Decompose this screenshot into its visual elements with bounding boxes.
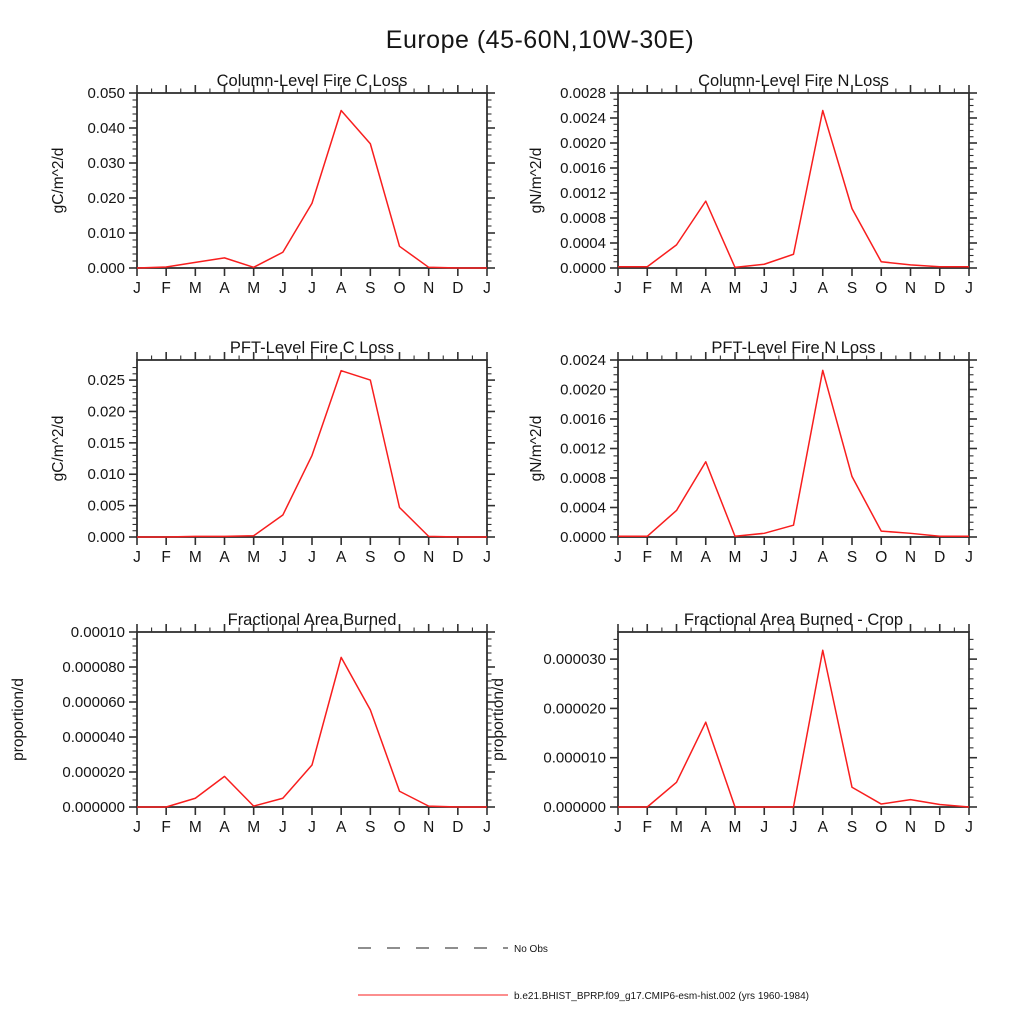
panel-title: Column-Level Fire N Loss	[698, 72, 889, 90]
y-tick-label: 0.020	[87, 403, 125, 421]
y-tick-label: 0.000020	[62, 764, 125, 781]
y-tick-label: 0.000060	[62, 694, 125, 711]
x-tick-label: N	[423, 549, 435, 566]
y-tick-label: 0.0012	[560, 440, 606, 458]
x-tick-label: M	[670, 819, 683, 836]
y-tick-label: 0.000000	[543, 799, 606, 816]
x-tick-label: J	[133, 280, 141, 297]
x-tick-label: M	[188, 280, 202, 297]
x-tick-label: J	[614, 819, 622, 836]
y-tick-label: 0.0008	[560, 210, 606, 227]
y-tick-label: 0.00010	[70, 624, 125, 641]
x-tick-label: J	[133, 549, 141, 566]
x-tick-label: J	[278, 280, 287, 297]
series-line	[618, 650, 969, 807]
x-tick-label: M	[728, 819, 742, 836]
y-tick-label: 0.0020	[560, 135, 606, 152]
x-tick-label: S	[365, 549, 376, 566]
y-axis-label: gN/m^2/d	[528, 415, 545, 482]
y-tick-label: 0.000	[87, 260, 125, 277]
y-tick-label: 0.000080	[62, 659, 125, 676]
y-tick-label: 0.000010	[543, 749, 606, 767]
x-tick-label: J	[760, 819, 769, 836]
y-tick-label: 0.030	[87, 155, 125, 172]
y-axis-label: gC/m^2/d	[50, 147, 67, 214]
y-axis-label: gN/m^2/d	[528, 147, 545, 214]
x-tick-label: J	[308, 280, 316, 297]
x-tick-label: S	[846, 280, 858, 297]
x-tick-label: S	[846, 819, 858, 836]
x-tick-label: O	[875, 280, 888, 297]
x-tick-label: A	[219, 549, 230, 566]
x-tick-label: J	[483, 549, 491, 566]
x-tick-label: A	[817, 280, 828, 297]
y-axis-label: gC/m^2/d	[50, 415, 67, 482]
x-tick-label: A	[219, 280, 230, 297]
y-tick-label: 0.0020	[560, 381, 606, 399]
x-tick-label: O	[875, 819, 888, 836]
x-tick-label: A	[335, 819, 347, 836]
x-tick-label: F	[161, 819, 171, 836]
panel-title: Column-Level Fire C Loss	[216, 72, 408, 90]
x-tick-label: A	[219, 819, 230, 836]
x-tick-label: O	[393, 280, 406, 297]
legend-no-obs-label: No Obs	[514, 944, 548, 955]
y-tick-label: 0.000000	[62, 799, 125, 816]
x-tick-label: J	[308, 549, 316, 566]
y-tick-label: 0.0024	[560, 352, 606, 369]
panel-title: Fractional Area Burned	[227, 611, 397, 629]
plot-frame	[137, 632, 487, 807]
y-tick-label: 0.015	[87, 434, 125, 452]
x-tick-label: J	[789, 280, 798, 297]
x-tick-label: M	[670, 549, 683, 566]
panel-5	[10, 611, 495, 836]
panel-3	[50, 339, 495, 566]
x-tick-label: D	[452, 819, 464, 836]
x-tick-label: N	[904, 819, 917, 836]
y-tick-label: 0.0016	[560, 411, 606, 428]
x-tick-label: A	[700, 819, 711, 836]
figure-title: Europe (45-60N,10W-30E)	[385, 26, 695, 54]
plot-frame	[618, 360, 969, 537]
x-tick-label: S	[365, 819, 376, 836]
legend-series-label: b.e21.BHIST_BPRP.f09_g17.CMIP6-esm-hist.002 (yrs 1960-1984)	[514, 991, 809, 1002]
y-tick-label: 0.010	[87, 225, 125, 242]
x-tick-label: J	[308, 819, 316, 836]
x-tick-label: J	[789, 549, 798, 566]
y-tick-label: 0.0016	[560, 160, 606, 177]
x-tick-label: J	[278, 549, 287, 566]
x-tick-label: F	[642, 280, 652, 297]
x-tick-label: F	[161, 280, 171, 297]
series-line	[137, 657, 487, 807]
x-tick-label: J	[483, 280, 491, 297]
x-tick-label: A	[700, 549, 711, 566]
y-axis-label: proportion/d	[490, 678, 507, 761]
x-tick-label: N	[423, 819, 435, 836]
y-tick-label: 0.000020	[543, 700, 606, 718]
y-axis-label: proportion/d	[10, 678, 27, 761]
plot-frame	[618, 93, 969, 268]
x-tick-label: O	[875, 549, 888, 566]
y-tick-label: 0.0012	[560, 185, 606, 202]
x-tick-label: D	[934, 549, 946, 566]
y-tick-label: 0.005	[87, 497, 125, 515]
x-tick-label: M	[247, 819, 261, 836]
x-tick-label: A	[700, 280, 711, 297]
x-tick-label: M	[728, 280, 742, 297]
x-tick-label: J	[965, 819, 973, 836]
x-tick-label: A	[335, 549, 347, 566]
x-tick-label: D	[452, 280, 464, 297]
y-tick-label: 0.0000	[560, 260, 606, 277]
y-tick-label: 0.000040	[62, 729, 125, 746]
x-tick-label: J	[965, 549, 973, 566]
panel-1	[50, 72, 495, 297]
x-tick-label: J	[789, 819, 798, 836]
y-tick-label: 0.020	[87, 190, 125, 207]
x-tick-label: J	[614, 549, 622, 566]
y-tick-label: 0.040	[87, 120, 125, 137]
series-line	[618, 370, 969, 536]
plot-frame	[137, 360, 487, 537]
x-tick-label: D	[934, 280, 946, 297]
panel-4	[528, 339, 977, 566]
plot-frame	[137, 93, 487, 268]
y-tick-label: 0.000030	[543, 651, 606, 669]
plot-frame	[618, 632, 969, 807]
legend	[358, 944, 809, 1002]
x-tick-label: S	[846, 549, 858, 566]
x-tick-label: F	[642, 819, 652, 836]
x-tick-label: M	[188, 549, 202, 566]
x-tick-label: F	[161, 549, 171, 566]
x-tick-label: M	[247, 549, 261, 566]
x-tick-label: S	[365, 280, 376, 297]
series-line	[618, 111, 969, 268]
panel-2	[528, 72, 977, 297]
y-tick-label: 0.0028	[560, 85, 606, 102]
y-tick-label: 0.025	[87, 372, 125, 390]
panel-title: Fractional Area Burned - Crop	[683, 611, 904, 629]
x-tick-label: A	[335, 280, 347, 297]
x-tick-label: D	[934, 819, 946, 836]
x-tick-label: M	[247, 280, 261, 297]
panel-6	[490, 611, 977, 836]
x-tick-label: J	[614, 280, 622, 297]
y-tick-label: 0.0008	[560, 470, 606, 487]
x-tick-label: A	[817, 819, 828, 836]
x-tick-label: O	[393, 819, 406, 836]
x-tick-label: J	[965, 280, 973, 297]
x-tick-label: F	[642, 549, 652, 566]
x-tick-label: N	[904, 549, 917, 566]
y-tick-label: 0.0004	[560, 499, 606, 517]
x-tick-label: O	[393, 549, 406, 566]
x-tick-label: N	[904, 280, 917, 297]
x-tick-label: J	[483, 819, 491, 836]
x-tick-label: J	[760, 280, 769, 297]
panel-title: PFT-Level Fire N Loss	[711, 339, 876, 357]
x-tick-label: A	[817, 549, 828, 566]
y-tick-label: 0.050	[87, 85, 125, 102]
series-line	[137, 111, 487, 269]
x-tick-label: D	[452, 549, 464, 566]
x-tick-label: M	[728, 549, 742, 566]
y-tick-label: 0.0000	[560, 529, 606, 546]
x-tick-label: J	[278, 819, 287, 836]
panel-title: PFT-Level Fire C Loss	[229, 339, 395, 357]
series-line	[137, 371, 487, 537]
y-tick-label: 0.0024	[560, 110, 606, 127]
x-tick-label: M	[670, 280, 683, 297]
x-tick-label: N	[423, 280, 435, 297]
x-tick-label: J	[760, 549, 769, 566]
x-tick-label: M	[188, 819, 202, 836]
y-tick-label: 0.000	[87, 529, 125, 546]
y-tick-label: 0.0004	[560, 235, 606, 252]
y-tick-label: 0.010	[87, 466, 125, 484]
x-tick-label: J	[133, 819, 141, 836]
